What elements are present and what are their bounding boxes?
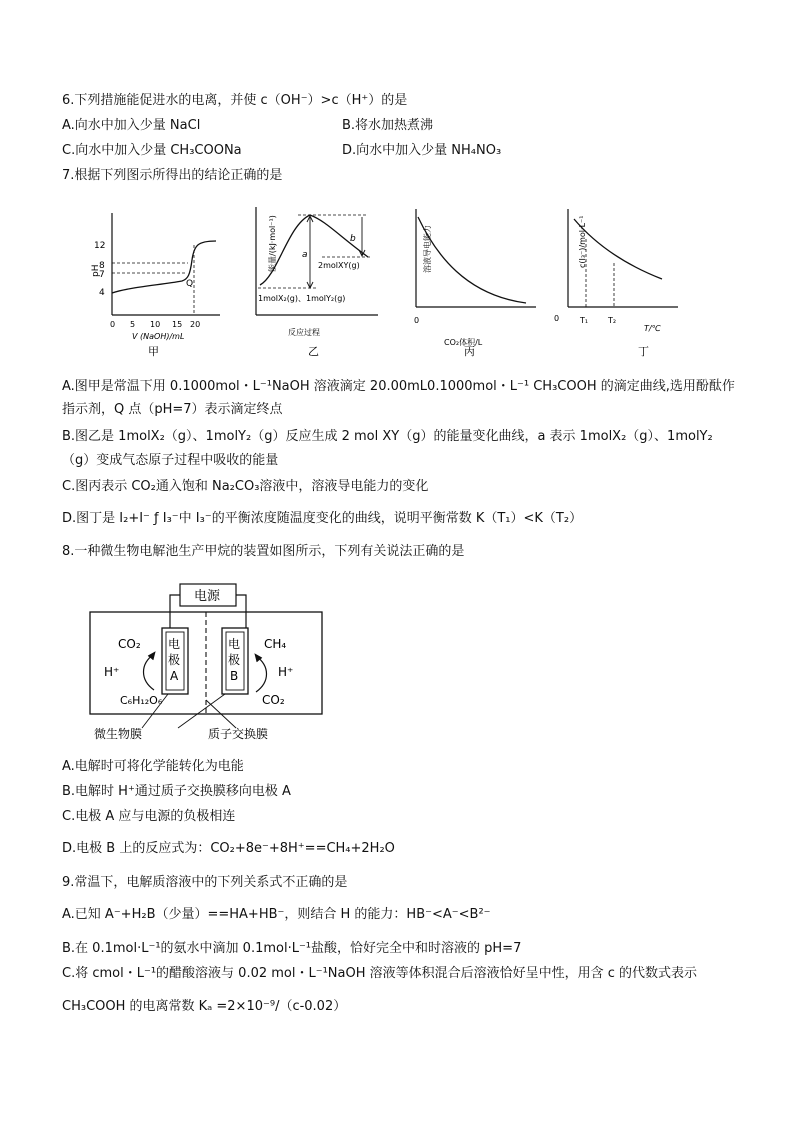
yi-top-label: 2molXY(g) [318,261,360,270]
jia-ytick-4: 4 [99,288,105,298]
q9-option-a: A.已知 A⁻+H₂B（少量）==HA+HB⁻，则结合 H 的能力：HB⁻<A⁻<B²⁻ [62,907,491,922]
electrode-a-char3: A [170,669,179,683]
q7-option-a-line2: 指示剂，Q 点（pH=7）表示滴定终点 [62,402,283,417]
q9-option-c-line1: C.将 cmol・L⁻¹的醋酸溶液与 0.02 mol・L⁻¹NaOH 溶液等体积混合后溶液恰好呈中性，用含 c 的代数式表示 [62,966,698,981]
jia-xtick-5: 5 [130,320,136,329]
jia-caption: 甲 [148,345,159,358]
figure-jia [90,205,230,365]
q6-option-d: D.向水中加入少量 NH₄NO₃ [342,143,502,158]
right-ch4: CH₄ [264,637,287,651]
yi-label-b: b [350,234,356,244]
left-co2: CO₂ [118,637,141,651]
jia-xlabel: V (NaOH)/mL [132,332,185,341]
electrode-a-char2: 极 [168,653,181,667]
bing-xlabel: CO₂体积/L [444,338,483,347]
ding-t1: T₁ [580,316,589,325]
q8-option-d: D.电极 B 上的反应式为：CO₂+8e⁻+8H⁺==CH₄+2H₂O [62,841,395,856]
figure-electrolysis-cell [88,580,328,745]
bing-ylabel: 溶液导电能力 [423,225,432,273]
q9-stem: 9.常温下，电解质溶液中的下列关系式不正确的是 [62,875,348,890]
q7-option-d: D.图丁是 I₂+I⁻ ƒ I₃⁻中 I₃⁻的平衡浓度随温度变化的曲线，说明平衡常数 K（T₁）<K（T₂） [62,511,583,526]
ding-ylabel: c(I₃⁻)/mol·L⁻¹ [578,215,587,268]
left-glucose: C₆H₁₂O₆ [120,694,163,707]
jia-point-q: Q [186,279,194,289]
yi-ylabel: 能量/(kJ·mol⁻¹) [268,215,277,272]
q8-option-a: A.电解时可将化学能转化为电能 [62,759,244,774]
electrode-b-char3: B [230,669,239,683]
q6-option-a: A.向水中加入少量 NaCl [62,118,201,133]
right-co2: CO₂ [262,693,285,707]
q7-option-c: C.图丙表示 CO₂通入饱和 Na₂CO₃溶液中，溶液导电能力的变化 [62,479,429,494]
yi-xlabel: 反应过程 [288,328,320,337]
q7-option-a-line1: A.图甲是常温下用 0.1000mol・L⁻¹NaOH 溶液滴定 20.00mL0.1000mol・L⁻¹ CH₃COOH 的滴定曲线,选用酚酞作 [62,379,735,394]
jia-ylabel: pH [91,264,101,277]
jia-xtick-10: 10 [150,320,161,329]
figure-bing [396,205,546,365]
bing-caption: 丙 [464,345,475,358]
jia-xtick-0: 0 [110,320,116,329]
jia-ytick-7: 7 [99,270,105,280]
membrane-proton-label: 质子交换膜 [208,727,269,741]
jia-ytick-8: 8 [99,261,105,271]
figure-yi [238,205,388,365]
electrode-a-char1: 电 [168,637,181,651]
q6-stem: 6.下列措施能促进水的电离，并使 c（OH⁻）>c（H⁺）的是 [62,93,408,108]
q6-option-b: B.将水加热煮沸 [342,118,434,133]
jia-ytick-12: 12 [94,241,106,251]
right-h: H⁺ [278,665,294,679]
q7-stem: 7.根据下列图示所得出的结论正确的是 [62,168,283,183]
ding-t2: T₂ [608,316,617,325]
power-label: 电源 [194,589,221,604]
q8-option-b: B.电解时 H⁺通过质子交换膜移向电极 A [62,784,291,799]
ding-xlabel: T/℃ [644,324,661,333]
q9-option-b: B.在 0.1mol·L⁻¹的氨水中滴加 0.1mol·L⁻¹盐酸，恰好完全中和时溶液的 pH=7 [62,941,522,956]
left-h: H⁺ [104,665,120,679]
bing-origin: 0 [414,316,420,325]
ding-origin: 0 [554,314,560,323]
electrode-b-char1: 电 [228,637,241,651]
q8-stem: 8.一种微生物电解池生产甲烷的装置如图所示，下列有关说法正确的是 [62,544,465,559]
yi-bottom-label: 1molX₂(g)、1molY₂(g) [258,294,346,303]
electrode-b-char2: 极 [228,653,241,667]
jia-xtick-20: 20 [190,320,201,329]
q6-option-c: C.向水中加入少量 CH₃COONa [62,143,242,158]
q8-option-c: C.电极 A 应与电源的负极相连 [62,809,236,824]
q9-option-c-line2: CH₃COOH 的电离常数 Kₐ =2×10⁻⁹/（c-0.02） [62,999,347,1014]
yi-label-a: a [302,250,308,260]
figure-ding [546,205,686,365]
yi-caption: 乙 [308,345,319,358]
q7-option-b-line1: B.图乙是 1molX₂（g）、1molY₂（g）反应生成 2 mol XY（g）的能量变化曲线，a 表示 1molX₂（g）、1molY₂ [62,429,713,444]
membrane-micro-label: 微生物膜 [94,727,143,741]
q7-option-b-line2: （g）变成气态原子过程中吸收的能量 [62,453,279,468]
jia-xtick-15: 15 [172,320,183,329]
ding-caption: 丁 [638,345,649,358]
